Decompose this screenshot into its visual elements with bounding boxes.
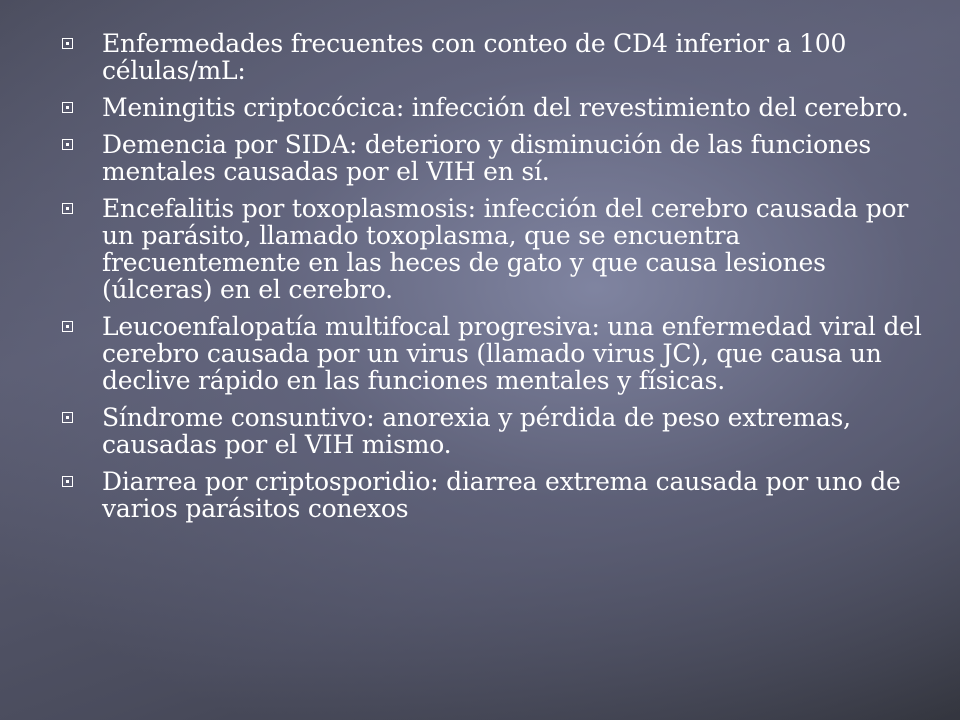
square-bullet-icon bbox=[62, 476, 73, 487]
bullet-item-toxoplasmosis bbox=[62, 195, 922, 303]
bullet-item-cd4-diseases bbox=[62, 30, 922, 84]
bullet-text: Diarrea por criptosporidio: diarrea extrema causada por uno de varios parásitos conexos bbox=[102, 467, 901, 523]
bullet-text: Síndrome consuntivo: anorexia y pérdida de peso extremas, causadas por el VIH mismo. bbox=[102, 403, 851, 459]
square-bullet-icon bbox=[62, 321, 73, 332]
slide-content bbox=[62, 30, 922, 532]
bullet-text: Meningitis criptocócica: infección del revestimiento del cerebro. bbox=[102, 93, 909, 122]
bullet-item-leukoencephalopathy bbox=[62, 313, 922, 394]
bullet-item-cryptosporidium bbox=[62, 468, 922, 522]
square-bullet-icon bbox=[62, 203, 73, 214]
square-bullet-icon bbox=[62, 38, 73, 49]
square-bullet-icon bbox=[62, 412, 73, 423]
square-bullet-icon bbox=[62, 102, 73, 113]
bullet-text: Enfermedades frecuentes con conteo de CD4 inferior a 100 células/mL: bbox=[102, 29, 847, 85]
square-bullet-icon bbox=[62, 139, 73, 150]
bullet-item-meningitis bbox=[62, 94, 922, 121]
bullet-list bbox=[62, 30, 922, 522]
bullet-text: Encefalitis por toxoplasmosis: infección del cerebro causada por un parásito, llamado toxoplasma, que se encuentra frecuentemente en las heces de gato y que causa lesiones (úlceras) en el cerebro. bbox=[102, 194, 909, 304]
bullet-item-dementia bbox=[62, 131, 922, 185]
bullet-item-wasting-syndrome bbox=[62, 404, 922, 458]
bullet-text: Leucoenfalopatía multifocal progresiva: una enfermedad viral del cerebro causada por un virus (llamado virus JC), que causa un declive rápido en las funciones mentales y físicas. bbox=[102, 312, 922, 395]
bullet-text: Demencia por SIDA: deterioro y disminución de las funciones mentales causadas por el VIH en sí. bbox=[102, 130, 872, 186]
